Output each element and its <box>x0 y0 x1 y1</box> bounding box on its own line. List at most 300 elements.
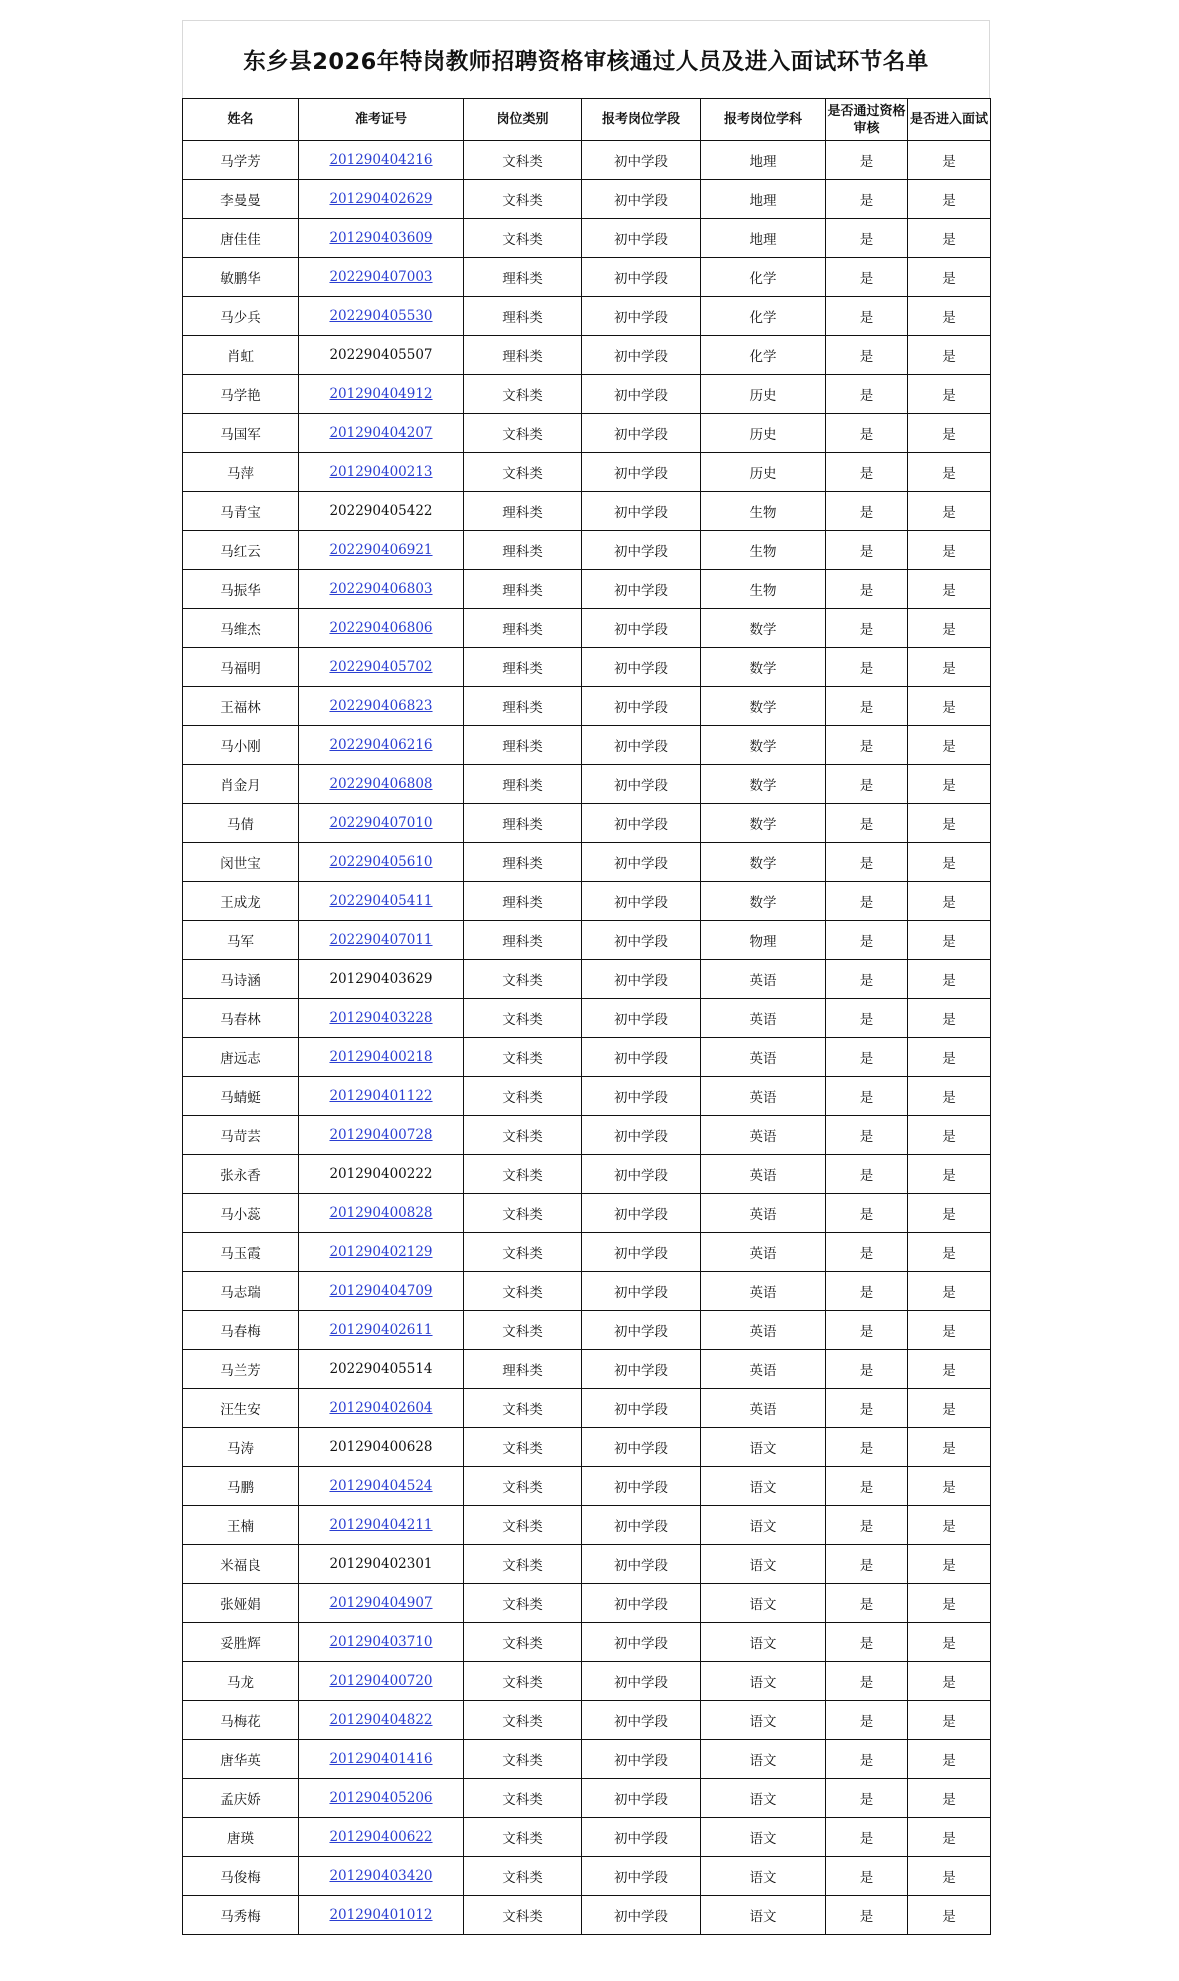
cell-stage: 初中学段 <box>582 1389 701 1428</box>
cell-subject: 语文 <box>701 1740 826 1779</box>
cell-passed: 是 <box>826 531 908 570</box>
cell-subject: 英语 <box>701 1233 826 1272</box>
cell-category: 文科类 <box>464 1896 582 1935</box>
cell-name: 马秀梅 <box>183 1896 299 1935</box>
table-row <box>183 1116 991 1155</box>
cell-stage: 初中学段 <box>582 1779 701 1818</box>
cell-passed: 是 <box>826 141 908 180</box>
exam-id-link[interactable]: 201290403228 <box>329 1010 433 1026</box>
exam-id-link[interactable]: 202290406808 <box>329 776 433 792</box>
exam-id-link[interactable]: 201290404709 <box>329 1283 433 1299</box>
exam-id-text: 202290405422 <box>329 503 433 519</box>
cell-exam-id <box>299 648 464 687</box>
exam-id-link[interactable]: 201290405206 <box>329 1790 433 1806</box>
cell-category: 文科类 <box>464 1428 582 1467</box>
cell-category: 文科类 <box>464 141 582 180</box>
exam-id-link[interactable]: 201290403710 <box>329 1634 433 1650</box>
cell-subject: 语文 <box>701 1818 826 1857</box>
exam-id-link[interactable]: 201290402129 <box>329 1244 433 1260</box>
exam-id-link[interactable]: 201290404912 <box>329 386 433 402</box>
cell-stage: 初中学段 <box>582 1701 701 1740</box>
cell-passed: 是 <box>826 1077 908 1116</box>
cell-stage: 初中学段 <box>582 531 701 570</box>
cell-exam-id <box>299 960 464 999</box>
cell-exam-id <box>299 1311 464 1350</box>
cell-subject: 语文 <box>701 1623 826 1662</box>
cell-exam-id <box>299 453 464 492</box>
cell-name: 马振华 <box>183 570 299 609</box>
cell-stage: 初中学段 <box>582 1233 701 1272</box>
cell-category: 理科类 <box>464 804 582 843</box>
cell-category: 文科类 <box>464 1038 582 1077</box>
exam-id-link[interactable]: 201290401122 <box>329 1088 433 1104</box>
cell-name: 王成龙 <box>183 882 299 921</box>
cell-exam-id <box>299 1818 464 1857</box>
cell-interview: 是 <box>908 297 991 336</box>
exam-id-link[interactable]: 201290404216 <box>329 152 433 168</box>
cell-passed: 是 <box>826 1584 908 1623</box>
cell-passed: 是 <box>826 1272 908 1311</box>
cell-passed: 是 <box>826 1506 908 1545</box>
cell-stage: 初中学段 <box>582 1311 701 1350</box>
exam-id-link[interactable]: 201290400728 <box>329 1127 433 1143</box>
table-row <box>183 375 991 414</box>
cell-name: 马萍 <box>183 453 299 492</box>
cell-stage: 初中学段 <box>582 453 701 492</box>
cell-name: 汪生安 <box>183 1389 299 1428</box>
exam-id-link[interactable]: 201290402604 <box>329 1400 433 1416</box>
cell-subject: 数学 <box>701 765 826 804</box>
cell-interview: 是 <box>908 375 991 414</box>
cell-exam-id <box>299 1584 464 1623</box>
cell-interview: 是 <box>908 921 991 960</box>
cell-category: 文科类 <box>464 180 582 219</box>
cell-exam-id <box>299 1077 464 1116</box>
cell-exam-id <box>299 336 464 375</box>
cell-name: 妥胜辉 <box>183 1623 299 1662</box>
table-row <box>183 882 991 921</box>
cell-passed: 是 <box>826 1038 908 1077</box>
header-subject: 报考岗位学科 <box>701 99 826 141</box>
exam-id-link[interactable]: 202290406921 <box>329 542 433 558</box>
cell-passed: 是 <box>826 921 908 960</box>
cell-stage: 初中学段 <box>582 921 701 960</box>
cell-exam-id <box>299 1623 464 1662</box>
cell-interview: 是 <box>908 1545 991 1584</box>
exam-id-link[interactable]: 201290403609 <box>329 230 433 246</box>
cell-passed: 是 <box>826 297 908 336</box>
cell-stage: 初中学段 <box>582 609 701 648</box>
table-row <box>183 1194 991 1233</box>
table-row <box>183 609 991 648</box>
cell-interview: 是 <box>908 648 991 687</box>
cell-stage: 初中学段 <box>582 1467 701 1506</box>
cell-exam-id <box>299 1779 464 1818</box>
title-box <box>182 20 990 98</box>
cell-exam-id <box>299 1662 464 1701</box>
cell-passed: 是 <box>826 609 908 648</box>
cell-subject: 语文 <box>701 1662 826 1701</box>
table-row <box>183 1467 991 1506</box>
table-header-row <box>183 99 991 141</box>
cell-passed: 是 <box>826 1155 908 1194</box>
cell-interview: 是 <box>908 804 991 843</box>
table-row <box>183 960 991 999</box>
cell-exam-id <box>299 492 464 531</box>
cell-name: 马福明 <box>183 648 299 687</box>
exam-id-link[interactable]: 201290402611 <box>329 1322 433 1338</box>
cell-name: 马苛芸 <box>183 1116 299 1155</box>
cell-name: 敏鹏华 <box>183 258 299 297</box>
cell-category: 理科类 <box>464 648 582 687</box>
cell-exam-id <box>299 1038 464 1077</box>
table-row <box>183 258 991 297</box>
cell-passed: 是 <box>826 1233 908 1272</box>
cell-category: 理科类 <box>464 492 582 531</box>
cell-interview: 是 <box>908 1311 991 1350</box>
cell-subject: 数学 <box>701 804 826 843</box>
cell-name: 肖虹 <box>183 336 299 375</box>
cell-exam-id <box>299 1389 464 1428</box>
cell-subject: 历史 <box>701 453 826 492</box>
cell-stage: 初中学段 <box>582 1584 701 1623</box>
table-row <box>183 1857 991 1896</box>
cell-stage: 初中学段 <box>582 336 701 375</box>
cell-name: 唐远志 <box>183 1038 299 1077</box>
cell-interview: 是 <box>908 1662 991 1701</box>
cell-subject: 英语 <box>701 999 826 1038</box>
cell-interview: 是 <box>908 141 991 180</box>
cell-interview: 是 <box>908 1194 991 1233</box>
cell-category: 文科类 <box>464 1623 582 1662</box>
header-category: 岗位类别 <box>464 99 582 141</box>
cell-stage: 初中学段 <box>582 882 701 921</box>
cell-exam-id <box>299 726 464 765</box>
table-row <box>183 1506 991 1545</box>
document-page <box>182 20 990 1935</box>
cell-name: 李曼曼 <box>183 180 299 219</box>
cell-subject: 数学 <box>701 843 826 882</box>
cell-category: 理科类 <box>464 882 582 921</box>
cell-passed: 是 <box>826 1701 908 1740</box>
cell-exam-id <box>299 1857 464 1896</box>
cell-stage: 初中学段 <box>582 1350 701 1389</box>
table-row <box>183 765 991 804</box>
cell-subject: 英语 <box>701 1194 826 1233</box>
cell-stage: 初中学段 <box>582 804 701 843</box>
table-row <box>183 1701 991 1740</box>
exam-id-text: 202290405514 <box>329 1361 433 1377</box>
cell-category: 文科类 <box>464 219 582 258</box>
exam-id-text: 201290403629 <box>329 971 433 987</box>
cell-passed: 是 <box>826 1545 908 1584</box>
cell-category: 文科类 <box>464 1818 582 1857</box>
exam-id-link[interactable]: 201290401416 <box>329 1751 433 1767</box>
cell-exam-id <box>299 609 464 648</box>
cell-subject: 英语 <box>701 1350 826 1389</box>
cell-category: 文科类 <box>464 1233 582 1272</box>
cell-exam-id <box>299 375 464 414</box>
table-row <box>183 999 991 1038</box>
cell-interview: 是 <box>908 1467 991 1506</box>
cell-category: 理科类 <box>464 687 582 726</box>
exam-id-link[interactable]: 202290407011 <box>329 932 433 948</box>
cell-category: 文科类 <box>464 999 582 1038</box>
cell-stage: 初中学段 <box>582 843 701 882</box>
table-row <box>183 1272 991 1311</box>
cell-category: 文科类 <box>464 1194 582 1233</box>
exam-id-link[interactable]: 201290404211 <box>329 1517 433 1533</box>
cell-stage: 初中学段 <box>582 258 701 297</box>
cell-passed: 是 <box>826 219 908 258</box>
cell-exam-id <box>299 1701 464 1740</box>
cell-stage: 初中学段 <box>582 1116 701 1155</box>
exam-id-link[interactable]: 201290400720 <box>329 1673 433 1689</box>
cell-stage: 初中学段 <box>582 141 701 180</box>
cell-exam-id <box>299 219 464 258</box>
cell-interview: 是 <box>908 1428 991 1467</box>
cell-category: 文科类 <box>464 453 582 492</box>
exam-id-link[interactable]: 201290401012 <box>329 1907 433 1923</box>
cell-passed: 是 <box>826 999 908 1038</box>
exam-id-link[interactable]: 201290400218 <box>329 1049 433 1065</box>
table-row <box>183 1623 991 1662</box>
cell-name: 马学芳 <box>183 141 299 180</box>
cell-exam-id <box>299 999 464 1038</box>
cell-passed: 是 <box>826 882 908 921</box>
cell-category: 理科类 <box>464 765 582 804</box>
cell-category: 文科类 <box>464 1389 582 1428</box>
cell-interview: 是 <box>908 765 991 804</box>
cell-exam-id <box>299 1467 464 1506</box>
cell-exam-id <box>299 687 464 726</box>
exam-id-link[interactable]: 202290405530 <box>329 308 433 324</box>
cell-interview: 是 <box>908 1233 991 1272</box>
cell-interview: 是 <box>908 1116 991 1155</box>
cell-name: 马小蕊 <box>183 1194 299 1233</box>
cell-stage: 初中学段 <box>582 1857 701 1896</box>
cell-name: 马诗涵 <box>183 960 299 999</box>
cell-name: 马志瑞 <box>183 1272 299 1311</box>
cell-category: 理科类 <box>464 1350 582 1389</box>
cell-subject: 英语 <box>701 1155 826 1194</box>
cell-stage: 初中学段 <box>582 1428 701 1467</box>
cell-subject: 英语 <box>701 1272 826 1311</box>
cell-stage: 初中学段 <box>582 648 701 687</box>
exam-id-link[interactable]: 201290404524 <box>329 1478 433 1494</box>
cell-exam-id <box>299 882 464 921</box>
exam-id-link[interactable]: 201290402629 <box>329 191 433 207</box>
cell-exam-id <box>299 843 464 882</box>
cell-category: 理科类 <box>464 921 582 960</box>
cell-interview: 是 <box>908 1896 991 1935</box>
cell-passed: 是 <box>826 414 908 453</box>
header-exam-id: 准考证号 <box>299 99 464 141</box>
exam-id-link[interactable]: 202290406216 <box>329 737 433 753</box>
cell-category: 理科类 <box>464 531 582 570</box>
cell-subject: 语文 <box>701 1896 826 1935</box>
table-row <box>183 1350 991 1389</box>
exam-id-link[interactable]: 202290406806 <box>329 620 433 636</box>
exam-id-link[interactable]: 202290407003 <box>329 269 433 285</box>
cell-exam-id <box>299 1506 464 1545</box>
cell-stage: 初中学段 <box>582 297 701 336</box>
exam-id-link[interactable]: 201290404907 <box>329 1595 433 1611</box>
cell-subject: 化学 <box>701 258 826 297</box>
cell-category: 文科类 <box>464 375 582 414</box>
cell-subject: 生物 <box>701 531 826 570</box>
cell-category: 文科类 <box>464 1155 582 1194</box>
exam-id-link[interactable]: 201290400828 <box>329 1205 433 1221</box>
exam-id-link[interactable]: 202290405702 <box>329 659 433 675</box>
exam-id-link[interactable]: 202290405610 <box>329 854 433 870</box>
cell-stage: 初中学段 <box>582 1155 701 1194</box>
exam-id-link[interactable]: 202290406803 <box>329 581 433 597</box>
exam-id-text: 201290400628 <box>329 1439 433 1455</box>
cell-interview: 是 <box>908 960 991 999</box>
cell-subject: 语文 <box>701 1701 826 1740</box>
cell-category: 文科类 <box>464 1077 582 1116</box>
cell-exam-id <box>299 765 464 804</box>
cell-name: 王福林 <box>183 687 299 726</box>
cell-interview: 是 <box>908 687 991 726</box>
cell-name: 马鹏 <box>183 1467 299 1506</box>
cell-subject: 地理 <box>701 219 826 258</box>
cell-stage: 初中学段 <box>582 1623 701 1662</box>
cell-interview: 是 <box>908 258 991 297</box>
cell-passed: 是 <box>826 1740 908 1779</box>
cell-stage: 初中学段 <box>582 999 701 1038</box>
cell-interview: 是 <box>908 882 991 921</box>
cell-stage: 初中学段 <box>582 492 701 531</box>
cell-passed: 是 <box>826 687 908 726</box>
exam-id-link[interactable]: 202290407010 <box>329 815 433 831</box>
cell-exam-id <box>299 1155 464 1194</box>
cell-name: 马春梅 <box>183 1311 299 1350</box>
cell-interview: 是 <box>908 414 991 453</box>
cell-name: 马小刚 <box>183 726 299 765</box>
cell-stage: 初中学段 <box>582 1818 701 1857</box>
cell-passed: 是 <box>826 1623 908 1662</box>
cell-stage: 初中学段 <box>582 1194 701 1233</box>
table-row <box>183 843 991 882</box>
cell-passed: 是 <box>826 1428 908 1467</box>
exam-id-link[interactable]: 201290404822 <box>329 1712 433 1728</box>
table-row <box>183 1155 991 1194</box>
cell-passed: 是 <box>826 1467 908 1506</box>
cell-passed: 是 <box>826 1194 908 1233</box>
exam-id-link[interactable]: 202290405411 <box>329 893 433 909</box>
cell-stage: 初中学段 <box>582 765 701 804</box>
cell-subject: 数学 <box>701 882 826 921</box>
cell-passed: 是 <box>826 1389 908 1428</box>
exam-id-link[interactable]: 201290404207 <box>329 425 433 441</box>
cell-subject: 地理 <box>701 180 826 219</box>
table-row <box>183 336 991 375</box>
cell-passed: 是 <box>826 492 908 531</box>
cell-stage: 初中学段 <box>582 726 701 765</box>
cell-category: 理科类 <box>464 570 582 609</box>
cell-interview: 是 <box>908 1740 991 1779</box>
cell-name: 马龙 <box>183 1662 299 1701</box>
cell-subject: 化学 <box>701 297 826 336</box>
cell-category: 理科类 <box>464 609 582 648</box>
cell-interview: 是 <box>908 1857 991 1896</box>
cell-interview: 是 <box>908 1506 991 1545</box>
cell-subject: 英语 <box>701 1077 826 1116</box>
cell-interview: 是 <box>908 453 991 492</box>
cell-subject: 生物 <box>701 570 826 609</box>
cell-passed: 是 <box>826 1311 908 1350</box>
cell-stage: 初中学段 <box>582 1038 701 1077</box>
cell-name: 马涛 <box>183 1428 299 1467</box>
exam-id-text: 202290405507 <box>329 347 433 363</box>
cell-interview: 是 <box>908 1779 991 1818</box>
cell-category: 理科类 <box>464 843 582 882</box>
cell-category: 文科类 <box>464 1116 582 1155</box>
table-row <box>183 141 991 180</box>
cell-subject: 生物 <box>701 492 826 531</box>
cell-category: 理科类 <box>464 258 582 297</box>
cell-category: 文科类 <box>464 1311 582 1350</box>
cell-subject: 数学 <box>701 726 826 765</box>
table-row <box>183 1740 991 1779</box>
cell-category: 文科类 <box>464 1740 582 1779</box>
cell-subject: 化学 <box>701 336 826 375</box>
cell-category: 理科类 <box>464 336 582 375</box>
cell-passed: 是 <box>826 726 908 765</box>
cell-interview: 是 <box>908 1389 991 1428</box>
cell-stage: 初中学段 <box>582 1506 701 1545</box>
cell-passed: 是 <box>826 1350 908 1389</box>
table-row <box>183 414 991 453</box>
cell-passed: 是 <box>826 258 908 297</box>
cell-name: 米福良 <box>183 1545 299 1584</box>
cell-subject: 物理 <box>701 921 826 960</box>
cell-stage: 初中学段 <box>582 687 701 726</box>
cell-exam-id <box>299 141 464 180</box>
cell-subject: 数学 <box>701 609 826 648</box>
cell-name: 马倩 <box>183 804 299 843</box>
cell-exam-id <box>299 921 464 960</box>
cell-name: 马梅花 <box>183 1701 299 1740</box>
cell-exam-id <box>299 297 464 336</box>
exam-id-link[interactable]: 201290400622 <box>329 1829 433 1845</box>
cell-name: 孟庆娇 <box>183 1779 299 1818</box>
exam-id-text: 201290400222 <box>329 1166 433 1182</box>
cell-name: 唐瑛 <box>183 1818 299 1857</box>
cell-interview: 是 <box>908 1818 991 1857</box>
cell-stage: 初中学段 <box>582 960 701 999</box>
cell-category: 理科类 <box>464 726 582 765</box>
table-row <box>183 1662 991 1701</box>
cell-exam-id <box>299 804 464 843</box>
exam-id-link[interactable]: 202290406823 <box>329 698 433 714</box>
exam-id-text: 201290402301 <box>329 1556 433 1572</box>
cell-passed: 是 <box>826 804 908 843</box>
cell-category: 文科类 <box>464 1506 582 1545</box>
cell-exam-id <box>299 414 464 453</box>
exam-id-link[interactable]: 201290400213 <box>329 464 433 480</box>
cell-exam-id <box>299 1194 464 1233</box>
cell-passed: 是 <box>826 1857 908 1896</box>
cell-subject: 英语 <box>701 1038 826 1077</box>
table-row <box>183 1428 991 1467</box>
cell-exam-id <box>299 1740 464 1779</box>
exam-id-link[interactable]: 201290403420 <box>329 1868 433 1884</box>
cell-name: 马青宝 <box>183 492 299 531</box>
cell-exam-id <box>299 1116 464 1155</box>
